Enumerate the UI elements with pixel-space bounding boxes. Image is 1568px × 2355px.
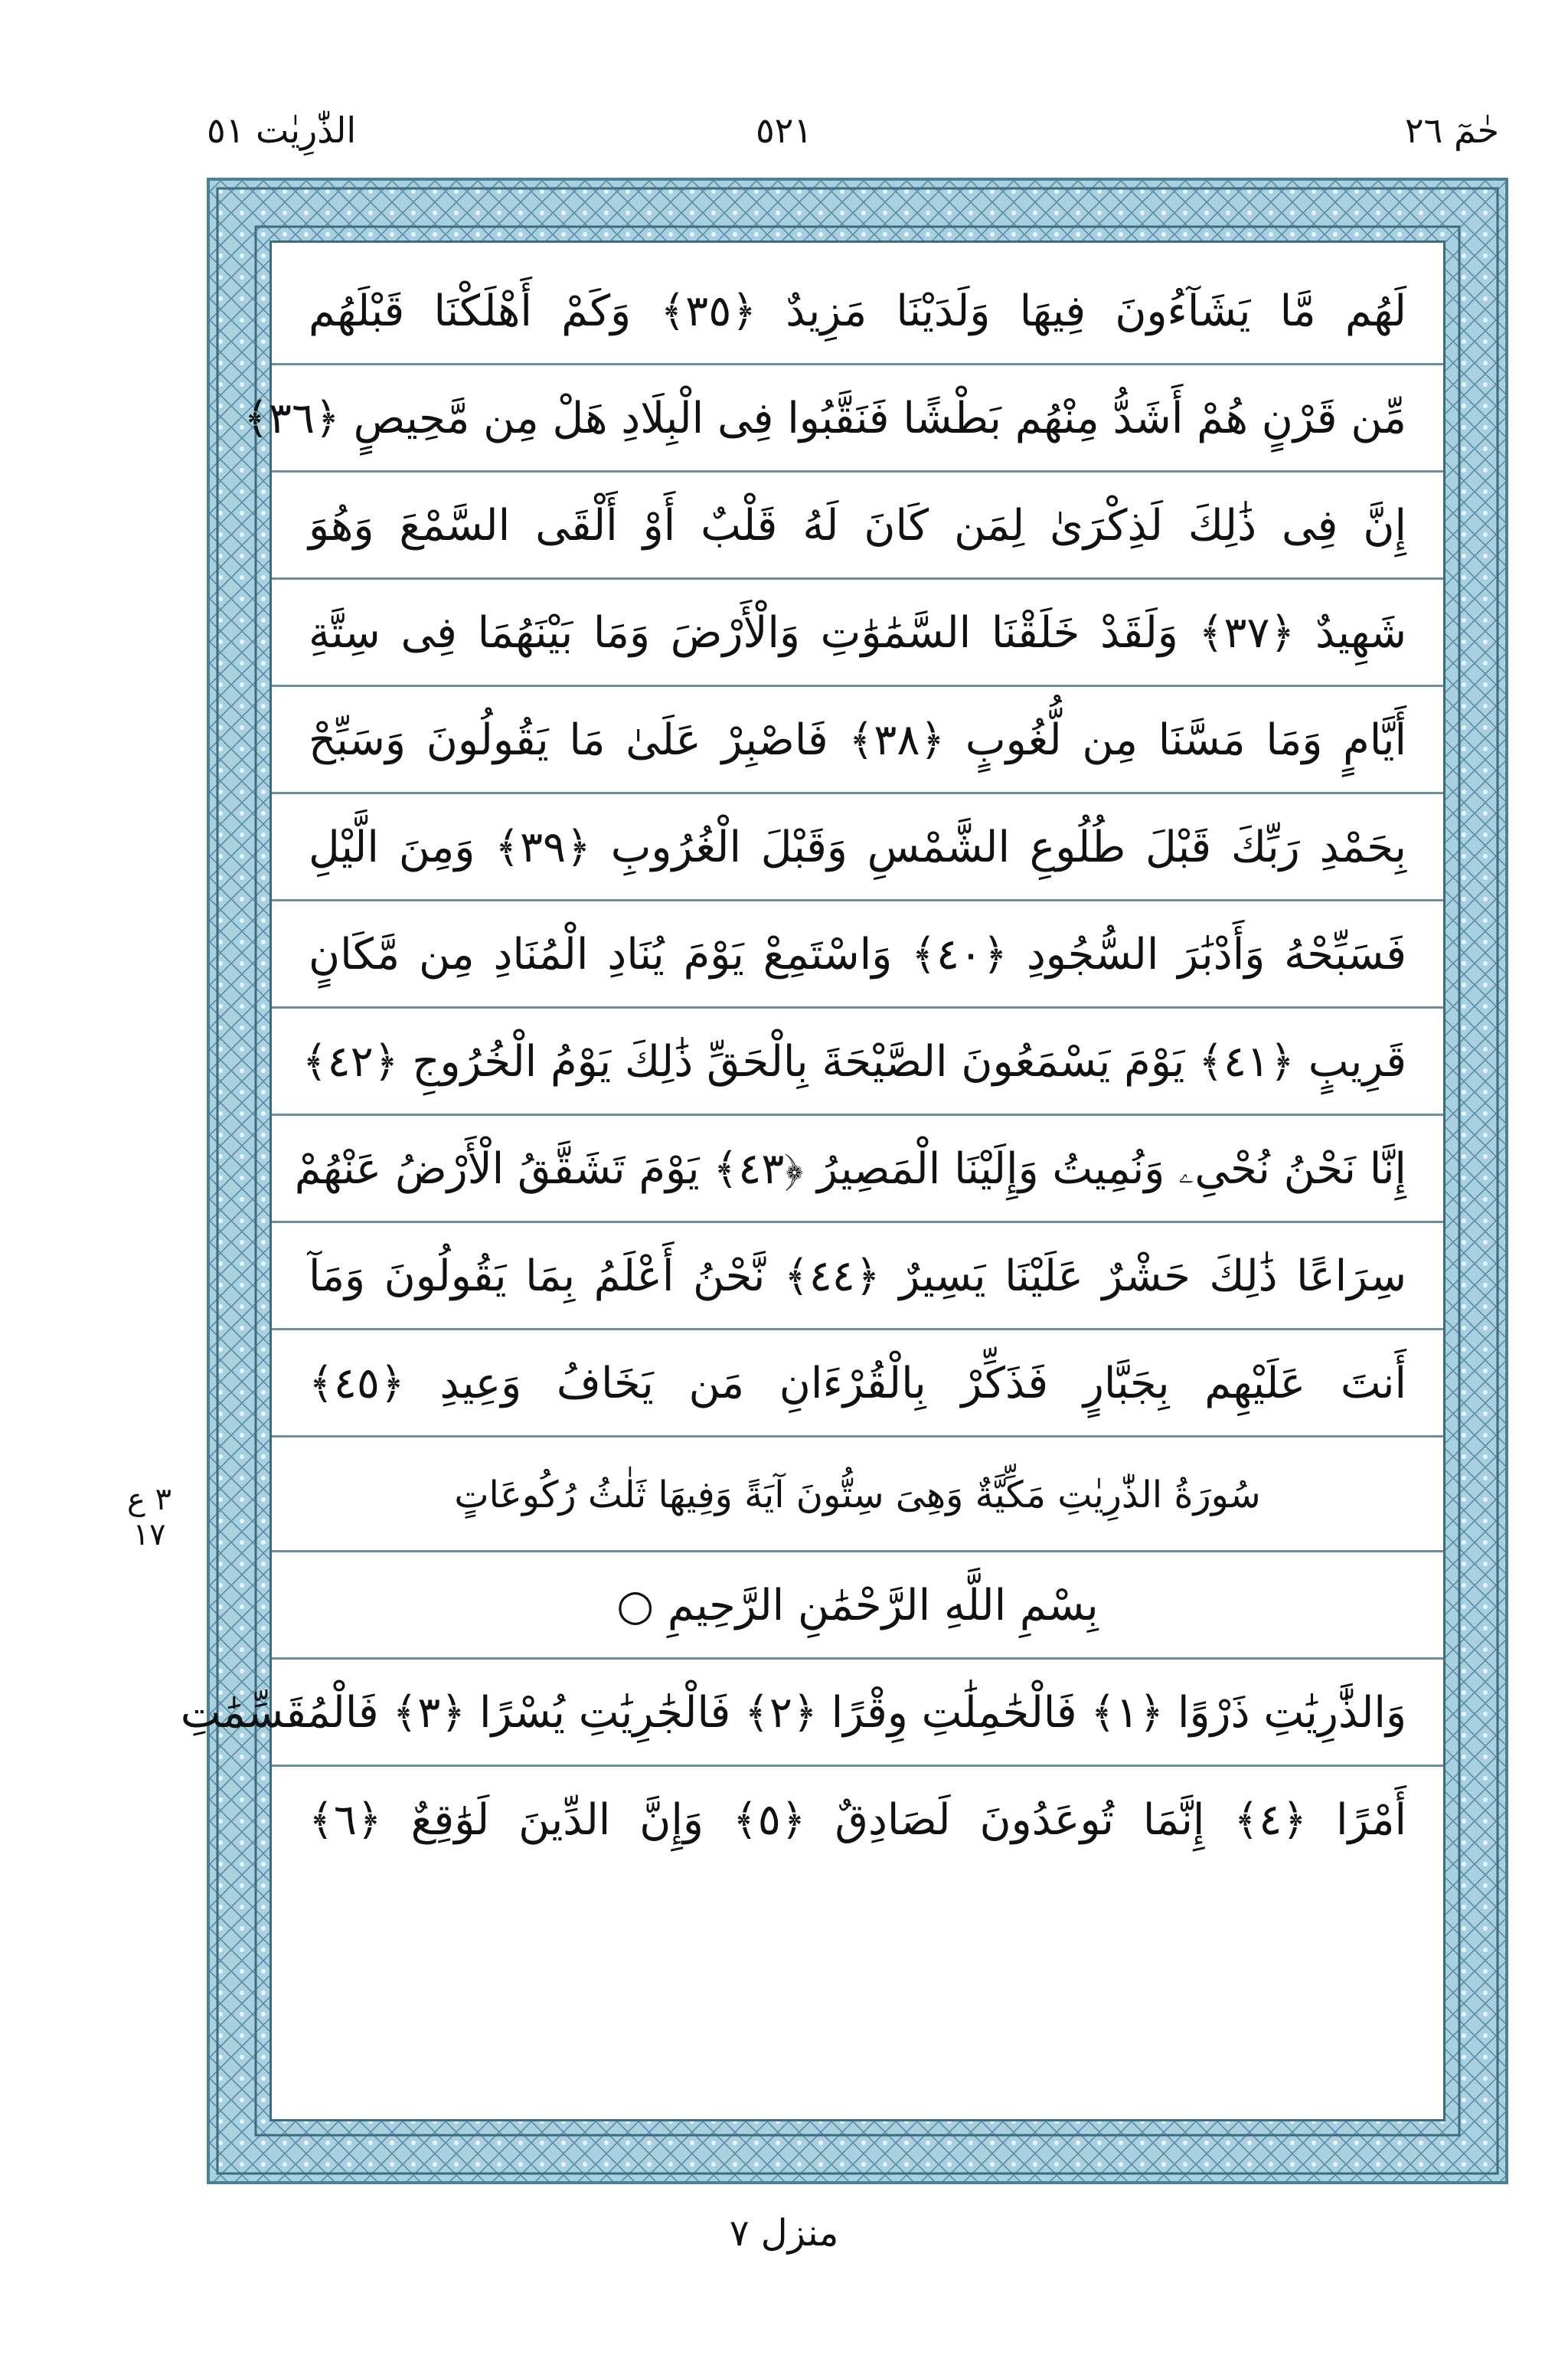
verse-line: إِنَّا نَحْنُ نُحْىِۦ وَنُمِيتُ وَإِلَيْنَا الْمَصِيرُ ﴿٤٣﴾ يَوْمَ تَشَقَّقُ الْأَرْضُ عَنْهُمْ [272,1116,1443,1223]
page-number: ٥٢١ [755,110,813,151]
verse-line: أَيَّامٍ وَمَا مَسَّنَا مِن لُّغُوبٍ ﴿٣٨﴾ فَاصْبِرْ عَلَىٰ مَا يَقُولُونَ وَسَبِّحْ [272,687,1443,794]
verse-line: مِّن قَرْنٍ هُمْ أَشَدُّ مِنْهُم بَطْشًا فَنَقَّبُوا فِى الْبِلَادِ هَلْ مِن مَّحِيصٍ ﴿٣٦﴾ [272,365,1443,473]
surah-title: سُورَةُ الذّٰرِيٰتِ مَكِّيَّةٌ وَهِىَ سِتُّونَ آيَةً وَفِيهَا ثَلٰثُ رُكُوعَاتٍ [272,1438,1443,1552]
verse-line: إِنَّ فِى ذَٰلِكَ لَذِكْرَىٰ لِمَن كَانَ لَهُ قَلْبٌ أَوْ أَلْقَى السَّمْعَ وَهُوَ [272,473,1443,580]
verse-line: وَالذَّٰرِيَٰتِ ذَرْوًا ﴿١﴾ فَالْحَٰمِلَٰتِ وِقْرًا ﴿٢﴾ فَالْجَٰرِيَٰتِ يُسْرًا ﴿٣﴾ فَالْمُقَسِّمَٰتِ [272,1660,1443,1767]
verse-line: أَنتَ عَلَيْهِم بِجَبَّارٍ فَذَكِّرْ بِالْقُرْءَانِ مَن يَخَافُ وَعِيدِ ﴿٤٥﴾ [272,1330,1443,1438]
verse-line: شَهِيدٌ ﴿٣٧﴾ وَلَقَدْ خَلَقْنَا السَّمَٰوَٰتِ وَالْأَرْضَ وَمَا بَيْنَهُمَا فِى سِتَّةِ [272,580,1443,687]
bismillah: بِسْمِ اللَّهِ الرَّحْمَٰنِ الرَّحِيمِ ○ [272,1552,1443,1660]
verse-line: بِحَمْدِ رَبِّكَ قَبْلَ طُلُوعِ الشَّمْسِ وَقَبْلَ الْغُرُوبِ ﴿٣٩﴾ وَمِنَ الَّيْلِ [272,794,1443,901]
verse-line: فَسَبِّحْهُ وَأَدْبَٰرَ السُّجُودِ ﴿٤٠﴾ وَاسْتَمِعْ يَوْمَ يُنَادِ الْمُنَادِ مِن مَّكَانٍ [272,901,1443,1009]
verse-line: قَرِيبٍ ﴿٤١﴾ يَوْمَ يَسْمَعُونَ الصَّيْحَةَ بِالْحَقِّ ذَٰلِكَ يَوْمُ الْخُرُوجِ ﴿٤٢﴾ [272,1009,1443,1116]
verse-line: سِرَاعًا ذَٰلِكَ حَشْرٌ عَلَيْنَا يَسِيرٌ ﴿٤٤﴾ نَّحْنُ أَعْلَمُ بِمَا يَقُولُونَ وَمَآ [272,1223,1443,1330]
text-area [180,240,1446,2121]
verse-line: أَمْرًا ﴿٤﴾ إِنَّمَا تُوعَدُونَ لَصَادِقٌ ﴿٥﴾ وَإِنَّ الدِّينَ لَوَٰقِعٌ ﴿٦﴾ [309,1795,1406,1845]
ruku-marker: ٣ ع ١٧ [126,1482,172,1552]
header-surah-label: الذّٰرِيٰت ٥١ [207,110,357,151]
header-juz-label: حٰمٓ ٢٦ [1404,110,1499,151]
page-frame [180,178,1508,2184]
verse-line: لَهُم مَّا يَشَآءُونَ فِيهَا وَلَدَيْنَا مَزِيدٌ ﴿٣٥﴾ وَكَمْ أَهْلَكْنَا قَبْلَهُم [272,258,1443,365]
manzil-footer: منزل ٧ [729,2212,839,2255]
